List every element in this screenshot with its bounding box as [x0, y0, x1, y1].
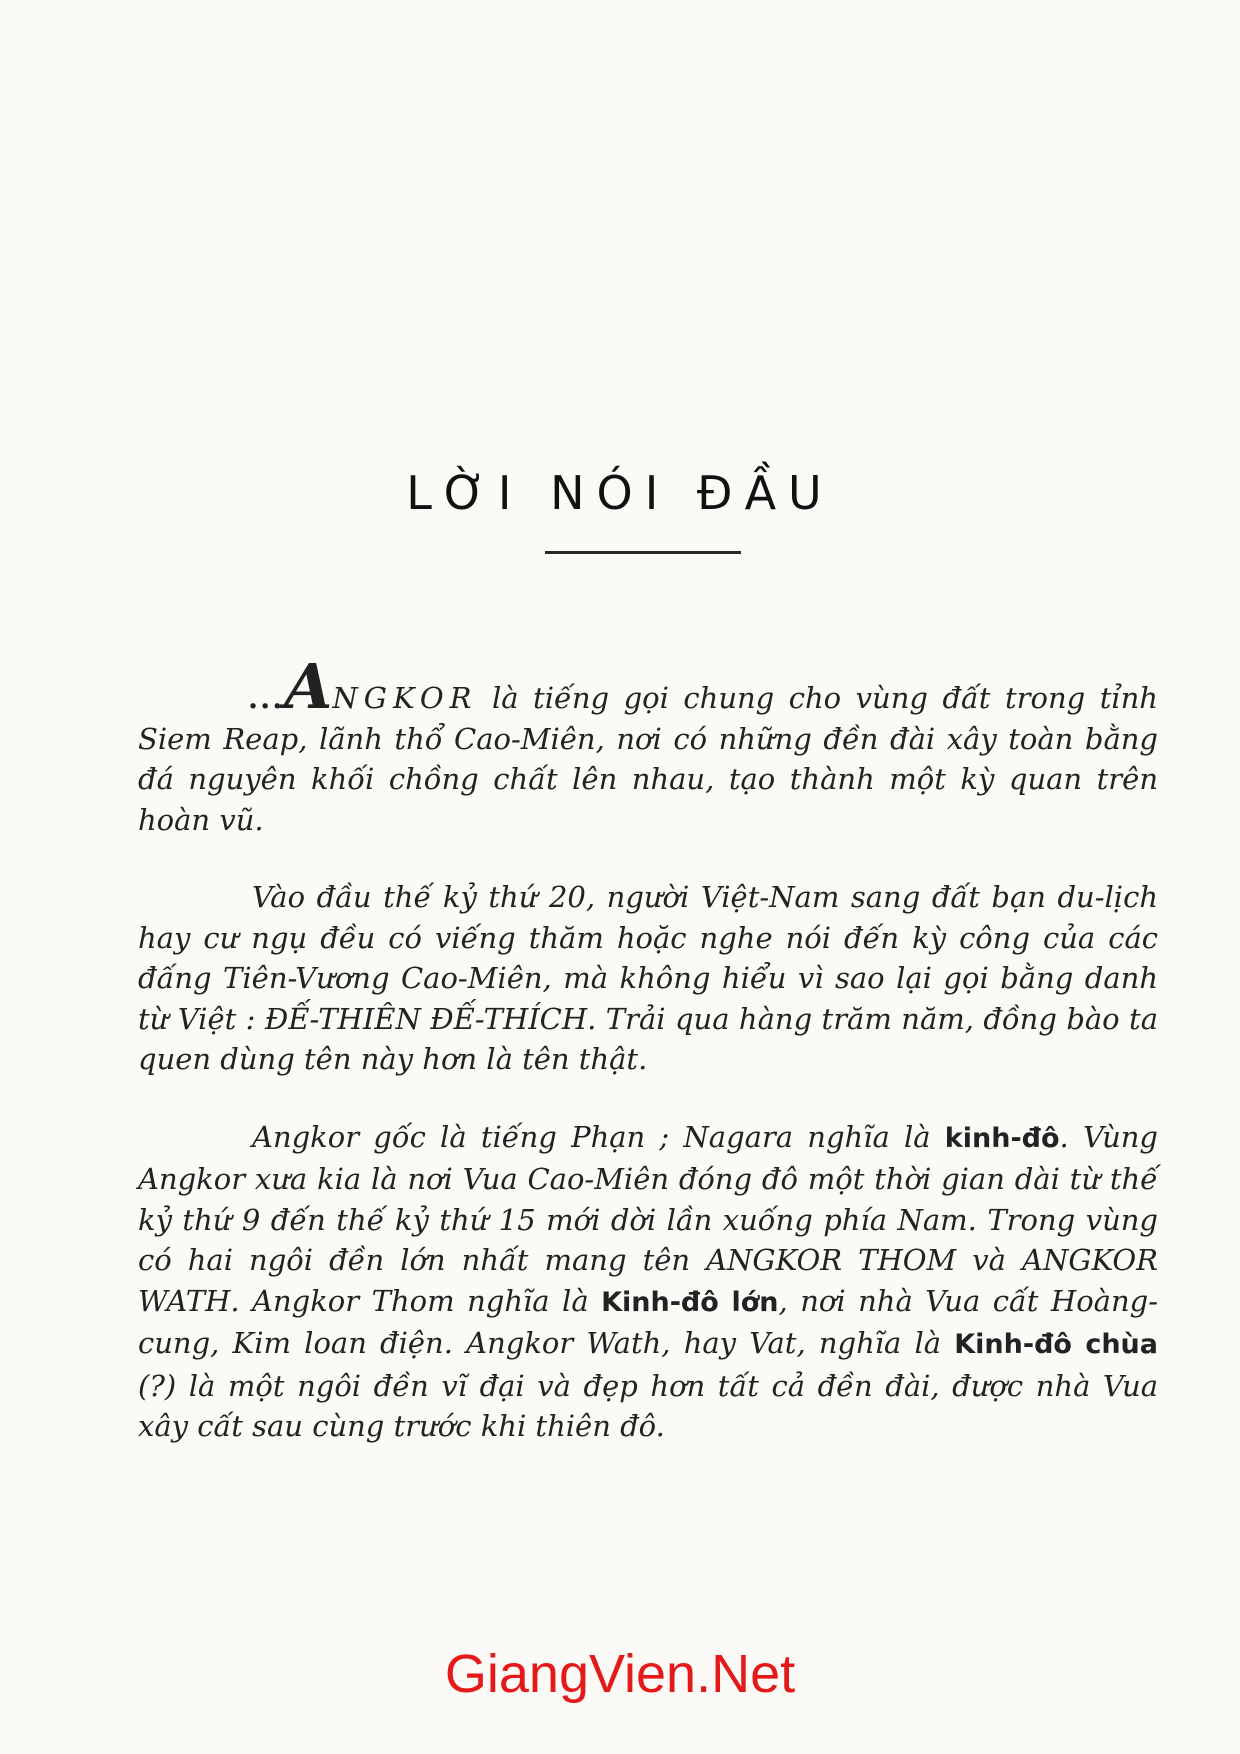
paragraph-3-part-3: , nơi nhà Vua cất Hoàng-cung, Kim loan điện. Angkor Wath, hay Vat, nghĩa là — [138, 1283, 1158, 1360]
bold-term-3: Kinh-đô chùa — [954, 1329, 1158, 1360]
drop-cap: A — [284, 650, 333, 723]
lead-dots: ... — [248, 681, 285, 715]
bold-term-1: kinh-đô — [944, 1122, 1060, 1154]
bold-term-2: Kinh-đô lớn — [601, 1286, 779, 1318]
body-text — [138, 650, 1158, 1484]
caps-word: NGKOR — [332, 681, 478, 715]
paragraph-3-part-2: . Vùng Angkor xưa kia là nơi Vua Cao-Miên đóng đô một thời gian dài từ thế kỷ thứ 9 đến thế kỷ thứ 15 mới dời lần xuống phía Nam. Trong vùng có hai ngôi đền lớn nhất mang tên ANGKOR THOM và ANGKOR WATH. Angkor Thom nghĩa là — [138, 1119, 1158, 1318]
paragraph-2: Vào đầu thế kỷ thứ 20, người Việt-Nam sang đất bạn du-lịch hay cư ngụ đều có viếng thăm hoặc nghe nói đến kỳ công của các đấng Tiên-Vương Cao-Miên, mà không hiểu vì sao lại gọi bằng danh từ Việt : ĐẾ-THIÊN ĐẾ-THÍCH. Trải qua hàng trăm năm, đồng bào ta quen dùng tên này hơn là tên thật. — [138, 880, 1158, 1076]
paragraph-3-part-1: Angkor gốc là tiếng Phạn ; Nagara nghĩa là — [252, 1119, 945, 1154]
paragraph-3 — [138, 1117, 1158, 1447]
paragraph-1 — [138, 650, 1158, 840]
paragraph-1-text: là tiếng gọi chung cho vùng đất trong tỉnh Siem Reap, lãnh thổ Cao-Miên, nơi có những đền đài xây toàn bằng đá nguyên khối chồng chất lên nhau, tạo thành một kỳ quan trên hoàn vũ. — [138, 681, 1158, 837]
watermark-link[interactable]: GiangVien.Net — [444, 1644, 796, 1704]
title-underline — [545, 551, 741, 554]
paragraph-3-part-4: (?) là một ngôi đền vĩ đại và đẹp hơn tất cả đền đài, được nhà Vua xây cất sau cùng trước khi thiên đô. — [138, 1368, 1158, 1443]
page-title: LỜI NÓI ĐẦU — [406, 466, 834, 520]
